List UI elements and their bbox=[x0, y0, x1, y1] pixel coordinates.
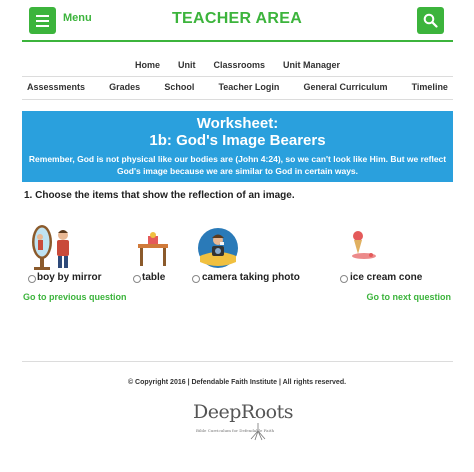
nav-primary bbox=[22, 60, 453, 70]
logo-tagline: Bible Curriculum for Defendable Faith bbox=[196, 428, 275, 433]
camera-icon[interactable] bbox=[196, 226, 240, 270]
logo-text: DeepRoots bbox=[193, 401, 293, 423]
option-label[interactable]: camera taking photo bbox=[202, 272, 300, 283]
nav-teacher-login[interactable]: Teacher Login bbox=[218, 82, 280, 92]
search-icon bbox=[423, 13, 438, 28]
footer-divider bbox=[22, 361, 453, 362]
menu-label[interactable]: Menu bbox=[63, 12, 92, 24]
worksheet-banner bbox=[22, 111, 453, 182]
search-button[interactable] bbox=[417, 7, 444, 34]
copyright-text: © Copyright 2016 | Defendable Faith Institute | All rights reserved. bbox=[127, 379, 347, 386]
nav-classrooms[interactable]: Classrooms bbox=[213, 60, 266, 70]
nav-general-curriculum[interactable]: General Curriculum bbox=[303, 82, 388, 92]
previous-question-link[interactable]: Go to previous question bbox=[23, 292, 127, 302]
nav-home[interactable]: Home bbox=[134, 60, 160, 70]
nav-timeline[interactable]: Timeline bbox=[411, 82, 448, 92]
option-radio[interactable] bbox=[192, 275, 200, 283]
roots-icon bbox=[243, 423, 273, 441]
banner-text: Remember, God is not physical like our bodies are (John 4:24), so we can't look like Him. But we reflect God's image because we are similar to God in certain ways. bbox=[28, 154, 447, 176]
header-divider bbox=[22, 40, 453, 42]
nav-divider bbox=[22, 99, 453, 100]
banner-subtitle: 1b: God's Image Bearers bbox=[149, 132, 326, 149]
option-label[interactable]: table bbox=[142, 272, 166, 283]
nav-assessments[interactable]: Assessments bbox=[27, 82, 86, 92]
nav-unit-manager[interactable]: Unit Manager bbox=[283, 60, 341, 70]
ice-cream-cone-icon[interactable] bbox=[344, 228, 380, 264]
nav-school[interactable]: School bbox=[164, 82, 195, 92]
table-icon[interactable] bbox=[134, 232, 172, 270]
nav-divider bbox=[22, 76, 453, 77]
nav-secondary bbox=[22, 82, 453, 92]
option-radio[interactable] bbox=[133, 275, 141, 283]
logo[interactable] bbox=[193, 401, 293, 441]
option-label[interactable]: ice cream cone bbox=[350, 272, 423, 283]
next-question-link[interactable]: Go to next question bbox=[366, 292, 451, 302]
nav-grades[interactable]: Grades bbox=[109, 82, 141, 92]
boy-by-mirror-icon[interactable] bbox=[28, 222, 78, 272]
header bbox=[0, 0, 474, 42]
banner-title: Worksheet: bbox=[196, 115, 279, 132]
page-title: TEACHER AREA bbox=[171, 10, 303, 27]
question-text: 1. Choose the items that show the reflection of an image. bbox=[24, 190, 295, 201]
option-label[interactable]: boy by mirror bbox=[37, 272, 102, 283]
nav-unit[interactable]: Unit bbox=[177, 60, 196, 70]
option-radio[interactable] bbox=[28, 275, 36, 283]
option-radio[interactable] bbox=[340, 275, 348, 283]
